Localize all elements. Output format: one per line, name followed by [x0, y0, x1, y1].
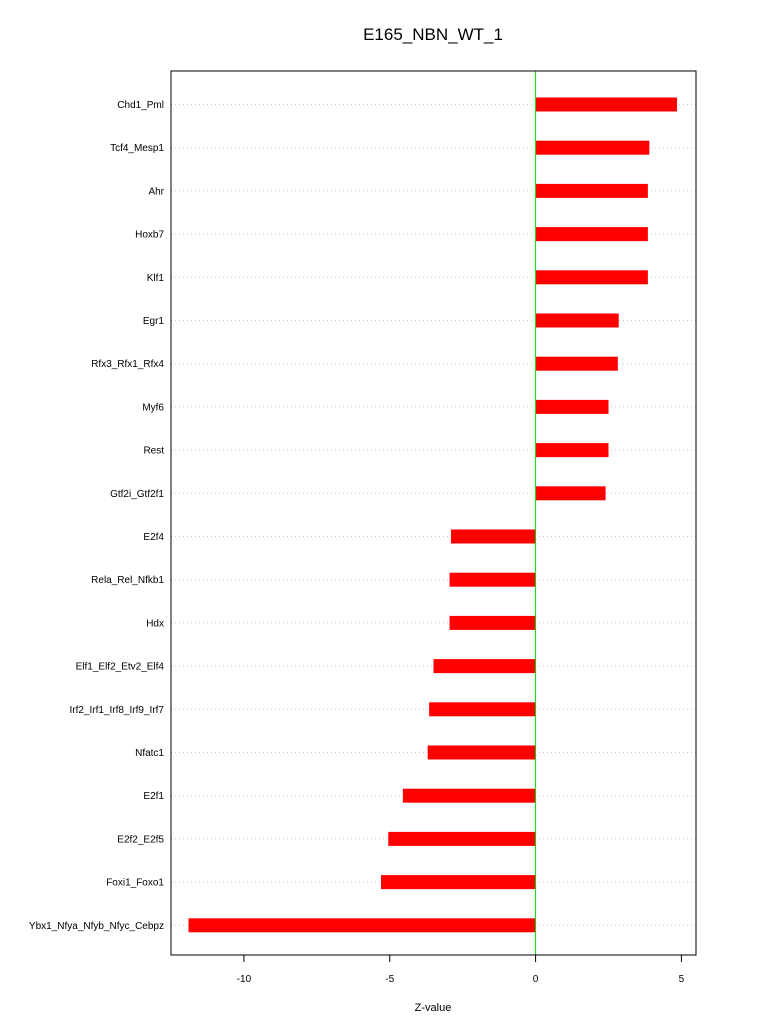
category-label: E2f4 — [143, 532, 164, 543]
category-label: E2f2_E2f5 — [117, 834, 164, 846]
bar — [536, 141, 650, 155]
chart-title: E165_NBN_WT_1 — [363, 25, 503, 44]
bar — [536, 357, 618, 371]
x-axis-label: Z-value — [414, 1002, 452, 1014]
plot-frame — [171, 71, 696, 955]
x-axis-ticks — [237, 955, 685, 985]
category-label: Ybx1_Nfya_Nfyb_Nfyc_Cebpz — [28, 920, 164, 932]
category-label: Klf1 — [146, 272, 164, 284]
x-tick-label: 0 — [532, 974, 539, 985]
bar — [536, 486, 606, 500]
bar — [429, 702, 535, 716]
bar — [536, 227, 648, 241]
bar — [536, 270, 648, 284]
bar — [450, 616, 536, 630]
category-label: Rfx3_Rfx1_Rfx4 — [91, 359, 164, 371]
x-tick-label: -10 — [236, 974, 252, 985]
bar — [388, 832, 535, 846]
bar — [536, 314, 619, 328]
bar — [381, 875, 536, 889]
category-label: Rest — [143, 445, 164, 457]
x-tick-label: 5 — [678, 974, 685, 985]
category-label: Irf2_Irf1_Irf8_Irf9_Irf7 — [69, 704, 164, 716]
bar — [434, 659, 536, 673]
category-label: Elf1_Elf2_Etv2_Elf4 — [75, 661, 164, 673]
category-label: Ahr — [148, 186, 164, 198]
bars — [189, 98, 678, 933]
category-label: Hoxb7 — [135, 229, 164, 241]
category-label: Rela_Rel_Nfkb1 — [91, 575, 164, 587]
bar — [428, 746, 536, 760]
category-label: E2f1 — [143, 791, 164, 803]
category-label: Hdx — [146, 618, 164, 630]
bar — [450, 573, 536, 587]
bar — [536, 443, 609, 457]
category-label: Foxi1_Foxo1 — [106, 877, 164, 889]
bar — [536, 400, 609, 414]
category-label: Gtf2i_Gtf2f1 — [110, 488, 164, 500]
x-tick-label: -5 — [385, 974, 395, 985]
category-label: Tcf4_Mesp1 — [110, 143, 164, 155]
category-label: Nfatc1 — [135, 748, 164, 759]
bar — [189, 918, 536, 932]
category-labels — [29, 100, 165, 932]
bar — [536, 184, 648, 198]
bar — [451, 530, 536, 544]
bar — [536, 98, 677, 112]
category-label: Egr1 — [142, 316, 164, 327]
bar — [403, 789, 536, 803]
category-label: Chd1_Pml — [117, 100, 164, 111]
category-label: Myf6 — [142, 402, 164, 414]
